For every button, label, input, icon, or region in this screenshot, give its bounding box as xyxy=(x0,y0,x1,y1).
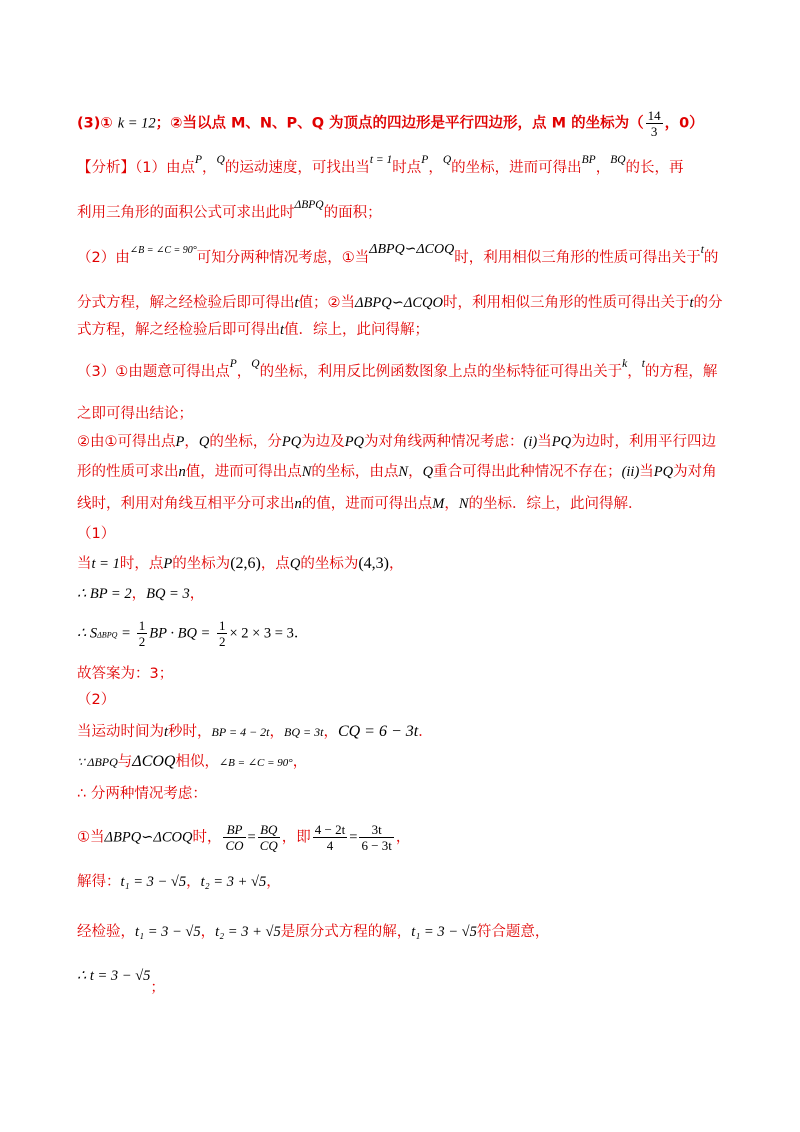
text: （2）由 xyxy=(77,250,130,266)
math-bq: BQ xyxy=(610,154,626,166)
text: ， xyxy=(200,924,216,940)
math-p: P xyxy=(229,358,237,370)
math-bp: BP xyxy=(581,154,596,166)
text: ②由①可得出点 xyxy=(77,434,176,450)
text: 的方程，解 xyxy=(644,364,718,380)
math-q: Q xyxy=(442,154,452,166)
text: 当 xyxy=(639,464,654,480)
math-i: (i) xyxy=(523,434,538,450)
math-t2: t₂ = 3 + √5 xyxy=(200,874,267,890)
text: ， xyxy=(428,160,443,176)
text: 故答案为：3； xyxy=(77,666,174,682)
math-k: k xyxy=(622,358,628,370)
math-q: Q xyxy=(198,434,210,450)
solution-line-8 xyxy=(77,872,740,892)
text: 的分 xyxy=(693,295,723,311)
text: ，点 xyxy=(260,556,290,572)
text: ∴ 分两种情况考虑： xyxy=(77,786,207,802)
math-bq: BQ = 3t xyxy=(284,725,324,739)
solution-line-10 xyxy=(77,966,740,996)
math-t1: t₁ = 3 − √5 xyxy=(135,924,201,940)
math-t: t xyxy=(689,295,694,311)
denominator: CO xyxy=(225,838,244,853)
text: 重合可得出此种情况不存在； xyxy=(433,464,622,480)
text: ， xyxy=(266,874,281,890)
text: ， xyxy=(388,556,404,572)
math-bp: ∴ BP = 2 xyxy=(77,586,132,602)
text: 时，点 xyxy=(119,556,164,572)
text: 线时，利用对角线互相平分可求出 xyxy=(77,496,295,512)
solution-part-2-label xyxy=(77,690,740,710)
math-subscript: ΔBPQ xyxy=(97,630,118,640)
text: 的坐标，利用反比例函数图象上点的坐标特征可得出关于 xyxy=(259,364,623,380)
analysis-line-5 xyxy=(77,320,740,340)
text: 为边时，利用平行四边 xyxy=(571,434,717,450)
text: 的坐标，分 xyxy=(209,434,282,450)
math-expr: × 2 × 3 = 3 xyxy=(229,625,294,642)
fraction-bq-cq xyxy=(258,822,280,853)
math-q: Q xyxy=(289,556,301,572)
text: ，即 xyxy=(281,829,311,846)
text: 值；②当 xyxy=(298,295,356,311)
text: （1） xyxy=(77,526,116,542)
denominator: 2 xyxy=(218,634,226,649)
text: ， xyxy=(323,724,338,740)
math-triangle: ΔBPQ xyxy=(294,199,324,211)
analysis-line-8 xyxy=(77,432,740,452)
math-m: M xyxy=(432,496,445,512)
math-ii: (ii) xyxy=(621,464,640,480)
math-k: k = 12 xyxy=(117,115,156,132)
solution-line-6 xyxy=(77,784,740,804)
text: ， xyxy=(186,874,201,890)
math-t1: t₁ = 3 − √5 xyxy=(411,924,477,940)
text: 的坐标，进而可得出 xyxy=(451,160,582,176)
math-n: n xyxy=(294,496,302,512)
text: ， xyxy=(184,434,199,450)
math-p: P xyxy=(421,154,429,166)
fraction-half xyxy=(217,618,228,649)
text: 值．综上，此问得解； xyxy=(284,322,430,338)
math-t: t xyxy=(294,295,299,311)
math-q: Q xyxy=(216,154,225,166)
math-expr: BP · BQ = xyxy=(149,625,211,642)
answer-part-1 xyxy=(77,664,740,684)
math-eq: = xyxy=(349,829,358,846)
math-pq: PQ xyxy=(281,434,302,450)
denominator: 3 xyxy=(650,124,658,139)
analysis-line-6 xyxy=(77,358,740,383)
text: 的运动速度，可找出当 xyxy=(224,160,370,176)
analysis-line-9 xyxy=(77,462,740,482)
fraction-eq-right xyxy=(359,822,393,853)
math-t-result: ∴ t = 3 − √5 xyxy=(77,968,151,984)
text: 之即可得出结论； xyxy=(77,406,193,422)
solution-line-5 xyxy=(77,752,740,773)
numerator: 3t xyxy=(359,822,393,838)
math-p: P xyxy=(175,434,185,450)
text: 可知分两种情况考虑，①当 xyxy=(196,250,370,266)
math-eq: = xyxy=(247,829,256,846)
text: 的坐标为 xyxy=(300,556,359,572)
solution-line-9 xyxy=(77,922,740,942)
denominator: CQ xyxy=(259,838,278,853)
text: ①当 xyxy=(77,829,105,846)
math-n: n xyxy=(178,464,186,480)
text: 时，利用相似三角形的性质可得出关于 xyxy=(454,250,701,266)
math-t: t xyxy=(164,724,169,740)
math-pq: PQ xyxy=(344,434,365,450)
text: 形的性质可求出 xyxy=(77,464,179,480)
text: 【分析】（1）由点 xyxy=(77,160,195,176)
text: 为对角线两种情况考虑： xyxy=(364,434,524,450)
text: （2） xyxy=(77,692,116,708)
text: ； xyxy=(150,980,165,996)
text: 利用三角形的面积公式可求出此时 xyxy=(77,205,295,221)
solution-line-7 xyxy=(77,822,740,853)
fraction-eq-left xyxy=(313,822,347,853)
text: ， xyxy=(189,586,205,602)
text: 符合题意， xyxy=(476,924,550,940)
math-similar: ΔBPQ∽ΔCQO xyxy=(355,295,444,311)
text: ；②当以点 M、N、P、Q 为顶点的四边形是平行四边形，点 M 的坐标为（ xyxy=(155,115,644,132)
text: 经检验， xyxy=(77,924,135,940)
text: ， xyxy=(627,364,642,380)
math-triangle: ∵ ΔBPQ xyxy=(77,755,118,769)
text: 与 xyxy=(117,754,133,770)
math-q: Q xyxy=(422,464,434,480)
fraction-half xyxy=(137,618,148,649)
numerator: 1 xyxy=(218,618,226,633)
denominator: 6 − 3t xyxy=(361,838,392,853)
math-pq: PQ xyxy=(653,464,674,480)
analysis-line-2 xyxy=(77,199,740,224)
numerator: 1 xyxy=(138,618,146,633)
math-n: N xyxy=(458,496,469,512)
math-n: N xyxy=(301,464,312,480)
text: 值，进而可得出点 xyxy=(185,464,302,480)
text: 当 xyxy=(537,434,552,450)
denominator: 4 xyxy=(326,838,334,853)
text: 为对角 xyxy=(673,464,717,480)
text: （3）①由题意可得出点 xyxy=(77,364,230,380)
text: ， xyxy=(595,160,611,176)
text: 的 xyxy=(703,250,719,266)
text: 时， xyxy=(192,829,222,846)
analysis-line-4 xyxy=(77,293,740,313)
solution-line-1 xyxy=(77,554,740,574)
text: ， xyxy=(395,829,411,846)
text: 当 xyxy=(77,556,92,572)
math-t: t xyxy=(641,358,645,370)
fraction-bp-co xyxy=(223,822,245,853)
math-t1: t₁ = 3 − √5 xyxy=(120,874,187,890)
text: 是原分式方程的解， xyxy=(280,924,412,940)
math-t: t xyxy=(700,244,704,256)
text: 解得： xyxy=(77,874,121,890)
solution-line-3 xyxy=(77,618,740,649)
math-t1: t = 1 xyxy=(369,154,393,166)
math-t2: t₂ = 3 + √5 xyxy=(215,924,281,940)
analysis-line-10 xyxy=(77,494,740,514)
text: 为边及 xyxy=(301,434,345,450)
math-t1: t = 1 xyxy=(91,556,120,572)
numerator: BQ xyxy=(258,822,280,838)
math-eq: = xyxy=(121,625,131,642)
math-coord-p: (2,6) xyxy=(230,555,261,572)
text: ，0） xyxy=(664,115,704,132)
math-q: Q xyxy=(251,358,260,370)
math-p: P xyxy=(194,154,203,166)
math-bq: BQ = 3 xyxy=(146,586,190,602)
math-pq: PQ xyxy=(551,434,572,450)
text: 相似， xyxy=(175,754,219,770)
text: 当运动时间为 xyxy=(77,724,164,740)
math-cq: CQ = 6 − 3t xyxy=(337,723,419,740)
text: ， xyxy=(292,754,308,770)
denominator: 2 xyxy=(138,634,146,649)
text: ， xyxy=(444,496,459,512)
text: ， xyxy=(408,464,423,480)
math-triangle: ΔCOQ xyxy=(132,753,176,770)
text: ． xyxy=(293,625,309,642)
math-similar: ΔBPQ∽ΔCOQ xyxy=(369,242,455,257)
math-t: t xyxy=(280,322,285,338)
math-angle: ∠B = ∠C = 90° xyxy=(129,245,197,256)
numerator: 14 xyxy=(647,108,661,123)
solution-line-2 xyxy=(77,584,740,604)
solution-line-4 xyxy=(77,722,740,742)
text: 的坐标．综上，此问得解． xyxy=(468,496,643,512)
math-coord-q: (4,3) xyxy=(358,555,389,572)
text: ， xyxy=(202,160,217,176)
text: ， xyxy=(131,586,147,602)
text: ， xyxy=(236,364,252,380)
math-similar: ΔBPQ∽ΔCOQ xyxy=(104,829,193,846)
math-angle: ∠B = ∠C = 90° xyxy=(218,757,293,769)
analysis-line-7 xyxy=(77,404,740,424)
analysis-line-1 xyxy=(77,154,740,179)
text: ， xyxy=(269,724,285,740)
fraction-14-3 xyxy=(646,108,663,139)
text: 的长，再 xyxy=(625,160,684,176)
text: 式方程，解之经检验后即可得出 xyxy=(77,322,280,338)
text: 的面积； xyxy=(323,205,382,221)
text: 时点 xyxy=(392,160,422,176)
text: 的坐标，由点 xyxy=(311,464,399,480)
text: 时，利用相似三角形的性质可得出关于 xyxy=(443,295,690,311)
answer-line-3 xyxy=(77,108,740,139)
text: (3)① xyxy=(77,115,113,132)
text: 分式方程，解之经检验后即可得出 xyxy=(77,295,295,311)
math-p: P xyxy=(163,556,173,572)
math-bp: BP = 4 − 2t xyxy=(211,725,270,739)
solution-part-1-label xyxy=(77,524,740,544)
analysis-line-3 xyxy=(77,242,740,270)
text: 的坐标为 xyxy=(172,556,231,572)
math-s: ∴ S xyxy=(77,625,98,642)
numerator: 4 − 2t xyxy=(314,822,346,837)
text: 秒时， xyxy=(168,724,212,740)
math-n: N xyxy=(398,464,409,480)
numerator: BP xyxy=(223,822,245,838)
text: 的值，进而可得出点 xyxy=(301,496,433,512)
text: ． xyxy=(418,724,433,740)
